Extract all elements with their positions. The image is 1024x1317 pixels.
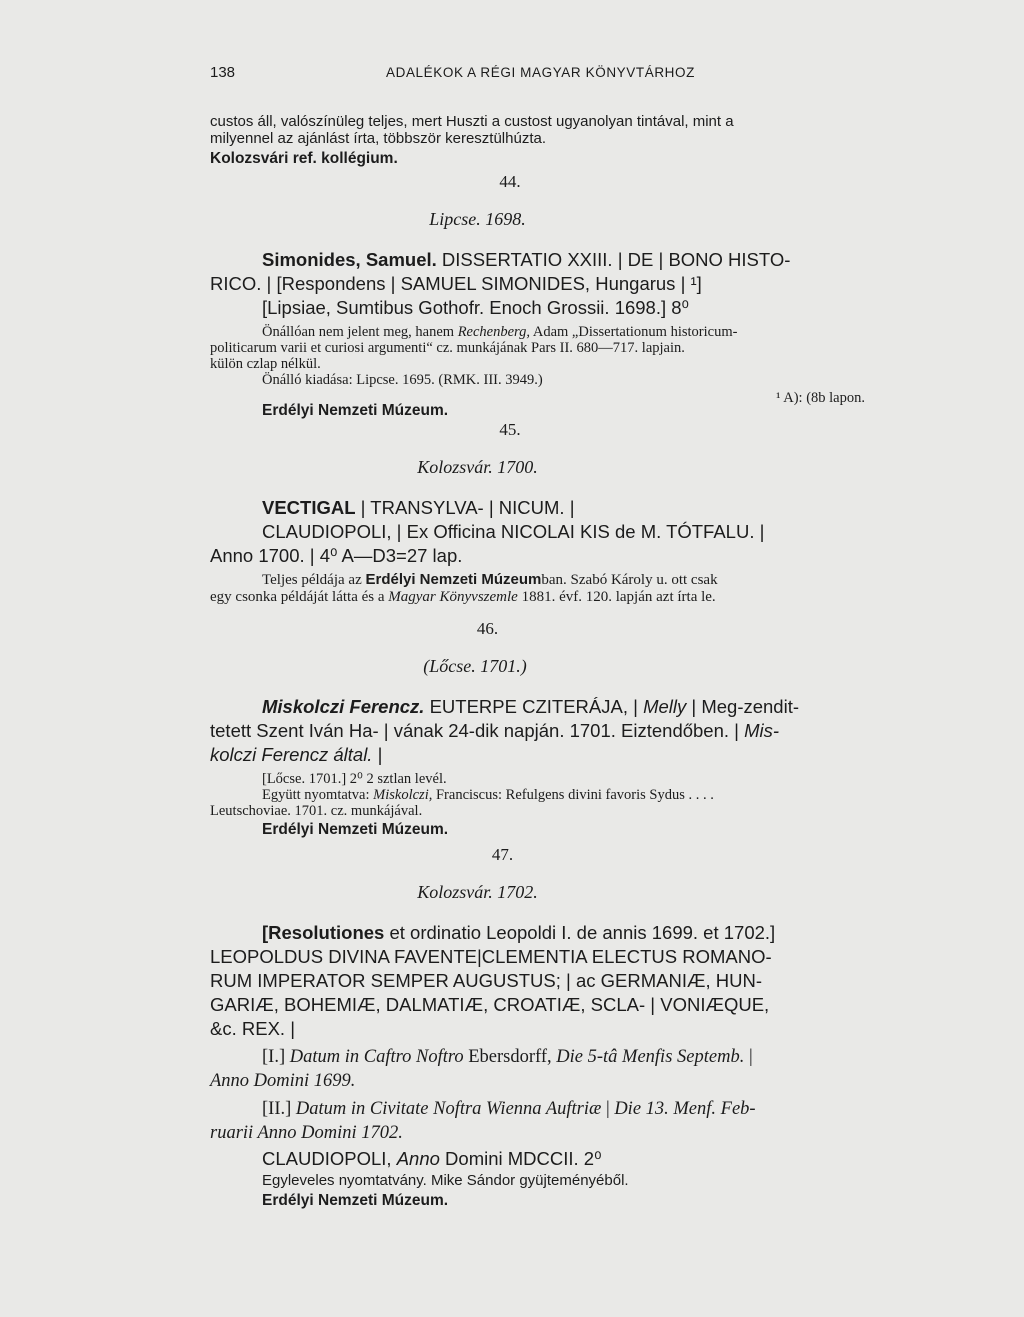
entry-number: 46. — [476, 619, 499, 638]
entry-note: Önálló kiadása: Lipcse. 1695. (RMK. III. 3949.) — [262, 372, 543, 388]
running-title: ADALÉKOK A RÉGI MAGYAR KÖNYVTÁRHOZ — [386, 65, 695, 80]
entry-number: 47. — [491, 845, 514, 864]
entry-title: Simonides, Samuel. DISSERTATIO XXIII. | DE | BONO HISTO- — [262, 249, 791, 270]
footnote: ¹ A): (8b lapon. — [776, 390, 865, 406]
entry-place-date: Kolozsvár. 1700. — [417, 457, 538, 477]
entry-title: CLAUDIOPOLI, | Ex Officina NICOLAI KIS de M. TÓTFALU. | — [262, 521, 765, 542]
entry-note: Teljes példája az Erdélyi Nemzeti Múzeumban. Szabó Károly u. ott csak — [262, 571, 718, 588]
entry-issue: [II.] Datum in Civitate Noftra Wienna Auftriæ | Die 13. Menf. Feb- — [262, 1099, 756, 1119]
page-number: 138 — [210, 64, 236, 81]
entry-note: politicarum varii et curiosi argumenti“ cz. munkájának Pars II. 680—717. lapjain. — [210, 340, 685, 356]
entry-title: LEOPOLDUS DIVINA FAVENTE|CLEMENTIA ELECTUS ROMANO- — [210, 946, 772, 967]
entry-place-date: Kolozsvár. 1702. — [417, 882, 538, 902]
entry-note: külön czlap nélkül. — [210, 356, 321, 372]
entry-place-date: (Lőcse. 1701.) — [423, 656, 527, 676]
entry-title: VECTIGAL | TRANSYLVA- | NICUM. | — [262, 497, 575, 518]
entry-note: Leutschoviae. 1701. cz. munkájával. — [210, 803, 423, 819]
holding-location: Kolozsvári ref. kollégium. — [210, 150, 398, 167]
entry-title: tetett Szent Iván Ha- | vának 24-dik napján. 1701. Eiztendőben. | Mis- — [210, 720, 780, 741]
entry-author: Miskolczi Ferencz. — [262, 696, 425, 717]
continuation-line: milyennel az ajánlást írta, többször keresztülhúzta. — [210, 129, 546, 147]
holding-location: Erdélyi Nemzeti Múzeum. — [262, 821, 449, 838]
entry-note: Együtt nyomtatva: Miskolczi, Franciscus: Refulgens divini favoris Sydus . . . . — [262, 787, 714, 803]
entry-title: kolczi Ferencz által. | — [210, 744, 383, 765]
entry-title: [Lipsiae, Sumtibus Gothofr. Enoch Grossii. 1698.] 8⁰ — [262, 297, 689, 318]
entry-title: &c. REX. | — [210, 1018, 295, 1039]
entry-title: [Resolutiones et ordinatio Leopoldi I. de annis 1699. et 1702.] — [262, 922, 776, 943]
entry-title: Anno 1700. | 4⁰ A—D3=27 lap. — [210, 545, 463, 566]
entry-title: GARIÆ, BOHEMIÆ, DALMATIÆ, CROATIÆ, SCLA- | VONIÆQUE, — [210, 994, 770, 1015]
entry-place-date: Lipcse. 1698. — [429, 209, 526, 229]
running-header — [210, 64, 860, 86]
entry-note: Egyleveles nyomtatvány. Mike Sándor gyüjteményéből. — [262, 1172, 629, 1189]
entry-issue: [I.] Datum in Caftro Noftro Ebersdorff, Die 5-tâ Menfis Septemb. | — [262, 1047, 753, 1067]
holding-location: Erdélyi Nemzeti Múzeum. — [262, 402, 449, 419]
entry-imprint: CLAUDIOPOLI, Anno Domini MDCCII. 2⁰ — [262, 1148, 602, 1169]
entry-note: Önállóan nem jelent meg, hanem Rechenberg, Adam „Dissertationum historicum- — [262, 324, 738, 340]
entry-title: Miskolczi Ferencz. EUTERPE CZITERÁJA, | Melly | Meg-zendit- — [262, 696, 800, 717]
entry-issue: Anno Domini 1699. — [210, 1071, 356, 1091]
entry-number: 44. — [499, 172, 521, 191]
entry-title: RUM IMPERATOR SEMPER AUGUSTUS; | ac GERMANIÆ, HUN- — [210, 970, 762, 991]
entry-title: RICO. | [Respondens | SAMUEL SIMONIDES, Hungarus | ¹] — [210, 273, 702, 294]
holding-location: Erdélyi Nemzeti Múzeum. — [262, 1191, 449, 1209]
entry-author: Simonides, Samuel. — [262, 249, 437, 270]
entry-issue: ruarii Anno Domini 1702. — [210, 1123, 403, 1143]
continuation-line: custos áll, valószínüleg teljes, mert Huszti a custost ugyanolyan tintával, mint a — [210, 113, 734, 130]
entry-collation: [Lőcse. 1701.] 2⁰ 2 sztlan levél. — [262, 771, 447, 787]
entry-note: egy csonka példáját látta és a Magyar Könyvszemle 1881. évf. 120. lapján azt írta le. — [210, 588, 716, 605]
entry-number: 45. — [499, 420, 521, 439]
text-column — [210, 114, 865, 1210]
